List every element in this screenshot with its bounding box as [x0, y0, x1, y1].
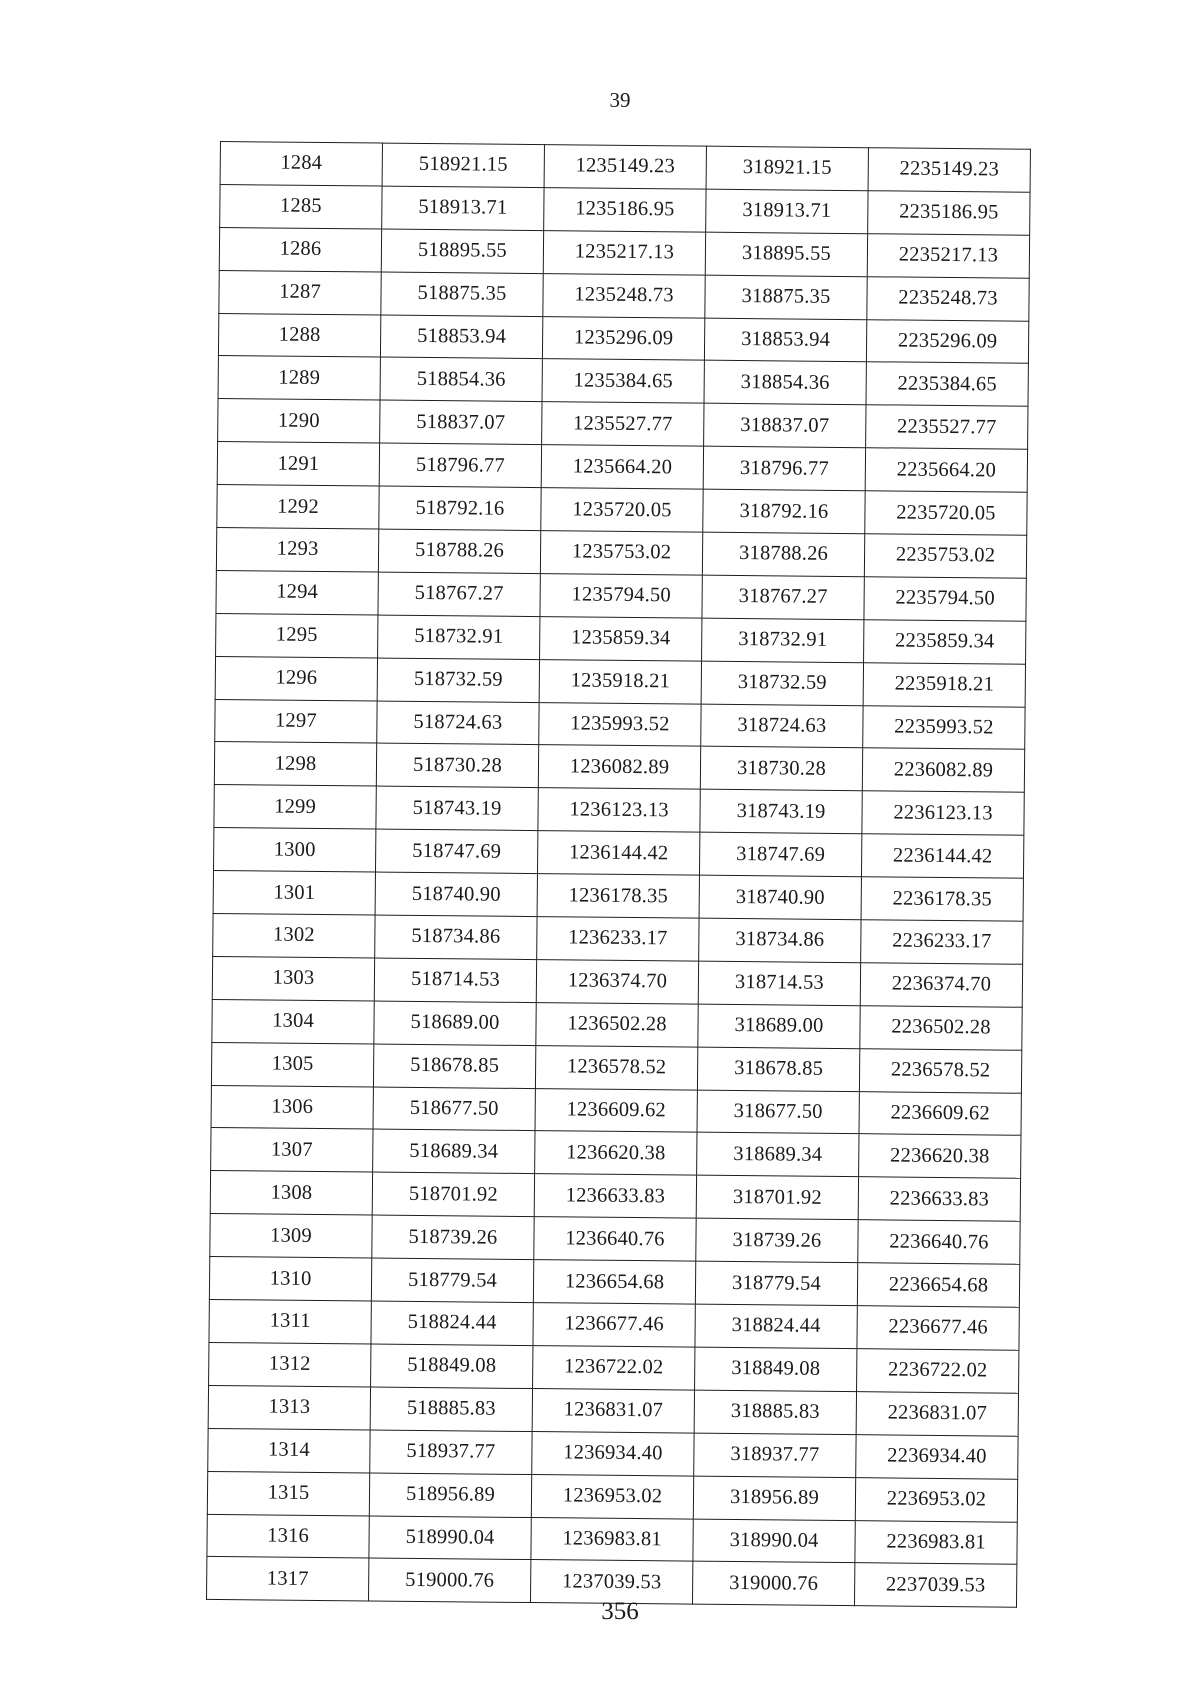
coord-b-cell: 1236722.02	[533, 1345, 695, 1389]
coord-b-cell: 1236502.28	[536, 1002, 698, 1046]
coord-c-cell: 318796.77	[703, 446, 865, 490]
coord-c-cell: 318792.16	[703, 489, 865, 533]
coord-c-cell: 318937.77	[694, 1433, 856, 1477]
coord-b-cell: 1235248.73	[543, 273, 705, 317]
coord-a-cell: 518743.19	[376, 786, 538, 830]
point-number-cell: 1303	[212, 956, 374, 1000]
coord-b-cell: 1235794.50	[540, 574, 702, 618]
point-number-cell: 1310	[209, 1257, 371, 1301]
coord-b-cell: 1236609.62	[535, 1088, 697, 1132]
coord-a-cell: 518792.16	[379, 486, 541, 530]
point-number-cell: 1286	[219, 227, 381, 271]
table-row	[214, 742, 1024, 793]
coord-b-cell: 1235720.05	[541, 488, 703, 532]
point-number-cell: 1302	[213, 914, 375, 958]
coord-d-cell: 2236831.07	[856, 1391, 1018, 1435]
coord-b-cell: 1236123.13	[538, 788, 700, 832]
coordinates-table-body	[206, 142, 1030, 1608]
coord-a-cell: 518837.07	[380, 400, 542, 444]
point-number-cell: 1312	[209, 1342, 371, 1386]
coord-a-cell: 518714.53	[374, 958, 536, 1002]
point-number-cell: 1301	[213, 871, 375, 915]
coord-d-cell: 2236123.13	[862, 791, 1024, 835]
coord-c-cell: 318875.35	[705, 275, 867, 319]
coord-c-cell: 319000.76	[692, 1561, 854, 1605]
coord-b-cell: 1236082.89	[538, 745, 700, 789]
coord-c-cell: 318724.63	[701, 704, 863, 748]
coord-b-cell: 1236144.42	[537, 831, 699, 875]
coord-d-cell: 2236640.76	[858, 1220, 1020, 1264]
coordinates-table	[206, 141, 1031, 1608]
coord-a-cell: 518875.35	[381, 272, 543, 316]
point-number-cell: 1305	[211, 1042, 373, 1086]
point-number-cell: 1295	[216, 613, 378, 657]
point-number-cell: 1284	[220, 142, 382, 186]
coord-b-cell: 1236953.02	[531, 1474, 693, 1518]
point-number-cell: 1307	[211, 1128, 373, 1172]
coord-c-cell: 318921.15	[706, 146, 868, 190]
point-number-cell: 1313	[208, 1385, 370, 1429]
coord-b-cell: 1236233.17	[537, 917, 699, 961]
coord-b-cell: 1236578.52	[535, 1045, 697, 1089]
coord-b-cell: 1235296.09	[542, 316, 704, 360]
point-number-cell: 1290	[218, 399, 380, 443]
coord-a-cell: 518796.77	[379, 443, 541, 487]
point-number-cell: 1292	[217, 485, 379, 529]
page-number-bottom: 356	[601, 1598, 639, 1625]
coord-c-cell: 318913.71	[706, 189, 868, 233]
coord-a-cell: 518895.55	[381, 229, 543, 273]
point-number-cell: 1287	[219, 270, 381, 314]
coord-a-cell: 518732.59	[377, 658, 539, 702]
coord-a-cell: 518788.26	[378, 529, 540, 573]
point-number-cell: 1309	[210, 1214, 372, 1258]
coord-d-cell: 2235859.34	[864, 620, 1026, 664]
coord-d-cell: 2235149.23	[868, 148, 1030, 192]
coord-a-cell: 518849.08	[371, 1344, 533, 1388]
coord-d-cell: 2235664.20	[865, 448, 1027, 492]
point-number-cell: 1304	[212, 999, 374, 1043]
coord-d-cell: 2235217.13	[867, 234, 1029, 278]
coord-b-cell: 1236831.07	[532, 1388, 694, 1432]
coord-b-cell: 1236983.81	[531, 1517, 693, 1561]
point-number-cell: 1314	[208, 1428, 370, 1472]
point-number-cell: 1296	[215, 656, 377, 700]
coord-b-cell: 1235186.95	[544, 188, 706, 232]
point-number-cell: 1316	[207, 1514, 369, 1558]
coord-d-cell: 2236374.70	[860, 963, 1022, 1007]
coord-d-cell: 2236620.38	[859, 1134, 1021, 1178]
coord-b-cell: 1235753.02	[540, 531, 702, 575]
coord-d-cell: 2236502.28	[860, 1005, 1022, 1049]
coord-c-cell: 318714.53	[698, 961, 860, 1005]
coord-b-cell: 1236620.38	[535, 1131, 697, 1175]
point-number-cell: 1289	[218, 356, 380, 400]
point-number-cell: 1288	[218, 313, 380, 357]
coord-d-cell: 2235186.95	[868, 191, 1030, 235]
coord-d-cell: 2235753.02	[864, 534, 1026, 578]
coord-d-cell: 2235794.50	[864, 577, 1026, 621]
coord-c-cell: 318689.34	[697, 1133, 859, 1177]
coord-d-cell: 2235720.05	[865, 491, 1027, 535]
table-row	[211, 1085, 1021, 1136]
coord-a-cell: 518730.28	[376, 744, 538, 788]
coord-d-cell: 2235993.52	[863, 705, 1025, 749]
point-number-cell: 1317	[206, 1557, 368, 1601]
coord-b-cell: 1235859.34	[540, 616, 702, 660]
coord-d-cell: 2236722.02	[857, 1349, 1019, 1393]
coord-b-cell: 1235993.52	[539, 702, 701, 746]
table-row	[209, 1342, 1019, 1393]
point-number-cell: 1293	[216, 528, 378, 572]
coord-b-cell: 1235664.20	[541, 445, 703, 489]
coord-a-cell: 518921.15	[382, 143, 544, 187]
coord-b-cell: 1236934.40	[532, 1431, 694, 1475]
table-row	[218, 313, 1028, 364]
point-number-cell: 1298	[214, 742, 376, 786]
coord-d-cell: 2235918.21	[863, 662, 1025, 706]
coord-c-cell: 318788.26	[702, 532, 864, 576]
point-number-cell: 1291	[217, 442, 379, 486]
coord-a-cell: 518677.50	[373, 1087, 535, 1131]
coord-a-cell: 518824.44	[371, 1301, 533, 1345]
coord-c-cell: 318677.50	[697, 1090, 859, 1134]
coord-c-cell: 318824.44	[695, 1304, 857, 1348]
coord-a-cell: 518990.04	[369, 1515, 531, 1559]
point-number-cell: 1315	[207, 1471, 369, 1515]
coord-c-cell: 318747.69	[699, 832, 861, 876]
coord-a-cell: 519000.76	[368, 1558, 530, 1602]
coord-a-cell: 518701.92	[372, 1172, 534, 1216]
coord-c-cell: 318885.83	[694, 1390, 856, 1434]
table-row	[208, 1428, 1018, 1479]
point-number-cell: 1285	[220, 184, 382, 228]
coord-c-cell: 318854.36	[704, 361, 866, 405]
coord-a-cell: 518740.90	[375, 872, 537, 916]
table-row	[218, 356, 1028, 407]
coord-d-cell: 2236654.68	[857, 1263, 1019, 1307]
coord-c-cell: 318956.89	[693, 1476, 855, 1520]
coord-d-cell: 2235527.77	[866, 405, 1028, 449]
coord-a-cell: 518853.94	[380, 315, 542, 359]
coord-a-cell: 518779.54	[371, 1258, 533, 1302]
coord-c-cell: 318678.85	[697, 1047, 859, 1091]
point-number-cell: 1308	[210, 1171, 372, 1215]
coord-b-cell: 1235149.23	[544, 145, 706, 189]
coord-a-cell: 518724.63	[377, 701, 539, 745]
coord-b-cell: 1236374.70	[536, 959, 698, 1003]
coord-c-cell: 318779.54	[695, 1261, 857, 1305]
coord-d-cell: 2235296.09	[866, 319, 1028, 363]
coord-d-cell: 2235248.73	[867, 276, 1029, 320]
coord-d-cell: 2236144.42	[861, 834, 1023, 878]
coord-b-cell: 1236633.83	[534, 1174, 696, 1218]
coord-c-cell: 318853.94	[704, 318, 866, 362]
point-number-cell: 1299	[214, 785, 376, 829]
coord-d-cell: 2236934.40	[856, 1434, 1018, 1478]
coord-a-cell: 518854.36	[380, 358, 542, 402]
table-row	[212, 999, 1022, 1050]
coord-d-cell: 2236677.46	[857, 1306, 1019, 1350]
coord-c-cell: 318701.92	[696, 1175, 858, 1219]
coord-c-cell: 318730.28	[700, 747, 862, 791]
coord-a-cell: 518956.89	[369, 1473, 531, 1517]
point-number-cell: 1300	[213, 828, 375, 872]
coord-d-cell: 2236609.62	[859, 1091, 1021, 1135]
coord-a-cell: 518937.77	[370, 1430, 532, 1474]
point-number-cell: 1306	[211, 1085, 373, 1129]
coord-d-cell: 2236983.81	[855, 1520, 1017, 1564]
coord-d-cell: 2236953.02	[855, 1477, 1017, 1521]
table-row	[215, 656, 1025, 707]
table-row	[208, 1385, 1018, 1436]
coord-b-cell: 1237039.53	[530, 1560, 692, 1604]
coord-b-cell: 1236654.68	[533, 1260, 695, 1304]
coord-a-cell: 518732.91	[378, 615, 540, 659]
point-number-cell: 1311	[209, 1299, 371, 1343]
coord-d-cell: 2236082.89	[862, 748, 1024, 792]
coord-a-cell: 518678.85	[373, 1044, 535, 1088]
coord-a-cell: 518747.69	[375, 829, 537, 873]
coord-d-cell: 2236578.52	[859, 1048, 1021, 1092]
coord-c-cell: 318739.26	[696, 1218, 858, 1262]
coord-c-cell: 318837.07	[704, 404, 866, 448]
coord-c-cell: 318990.04	[693, 1519, 855, 1563]
coord-d-cell: 2236178.35	[861, 877, 1023, 921]
coord-c-cell: 318743.19	[700, 789, 862, 833]
coord-d-cell: 2236233.17	[861, 920, 1023, 964]
coord-c-cell: 318734.86	[699, 918, 861, 962]
coord-a-cell: 518739.26	[372, 1215, 534, 1259]
coord-a-cell: 518885.83	[370, 1387, 532, 1431]
coord-c-cell: 318767.27	[702, 575, 864, 619]
coord-d-cell: 2235384.65	[866, 362, 1028, 406]
coord-b-cell: 1236178.35	[537, 874, 699, 918]
table-row	[211, 1042, 1021, 1093]
coord-a-cell: 518689.34	[373, 1129, 535, 1173]
point-number-cell: 1297	[215, 699, 377, 743]
coord-d-cell: 2237039.53	[854, 1563, 1016, 1607]
coord-c-cell: 318740.90	[699, 875, 861, 919]
coord-c-cell: 318849.08	[695, 1347, 857, 1391]
coord-b-cell: 1236640.76	[534, 1217, 696, 1261]
coord-b-cell: 1235918.21	[539, 659, 701, 703]
table-row	[218, 399, 1028, 450]
point-number-cell: 1294	[216, 570, 378, 614]
coord-d-cell: 2236633.83	[858, 1177, 1020, 1221]
page-number-top: 39	[609, 88, 631, 112]
coord-b-cell: 1235217.13	[543, 230, 705, 274]
coord-b-cell: 1235527.77	[542, 402, 704, 446]
coord-a-cell: 518734.86	[375, 915, 537, 959]
coord-c-cell: 318732.91	[702, 618, 864, 662]
coord-a-cell: 518689.00	[374, 1001, 536, 1045]
coord-c-cell: 318732.59	[701, 661, 863, 705]
coord-a-cell: 518767.27	[378, 572, 540, 616]
coord-a-cell: 518913.71	[382, 186, 544, 230]
coord-b-cell: 1235384.65	[542, 359, 704, 403]
coord-c-cell: 318689.00	[698, 1004, 860, 1048]
coord-b-cell: 1236677.46	[533, 1303, 695, 1347]
table-row	[215, 699, 1025, 750]
coord-c-cell: 318895.55	[705, 232, 867, 276]
